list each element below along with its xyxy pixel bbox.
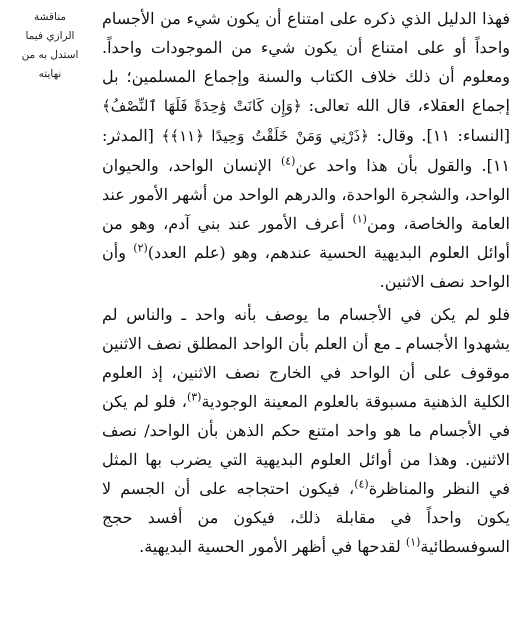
text-run: فلو لم يكن في الأجسام ما يوصف بأنه واحد ـ والناس لم يشهدوا الأجسام ـ مع أن العلم بأن الواحد المطلق نصف الاثنين موقوف على أن الواحد في الخارج نصف الاثنين، إذ العلوم الكلية الذهنية مسبوقة بالعلوم المعينة الوجودية bbox=[102, 305, 511, 411]
footnote-ref[interactable]: (١) bbox=[405, 535, 421, 549]
text-run: [النساء: ١١]. وقال: bbox=[368, 126, 511, 145]
main-text bbox=[102, 4, 510, 561]
text-run: فهذا الدليل الذي ذكره على امتناع أن يكون شيء من الأجسام واحداً أو على امتناع أن يكون شيء من الموجودات واحداً. ومعلوم أن ذلك خلاف الكتاب والسنة وإجماع المسلمين؛ بل إجماع العقلاء، قال الله تعالى: bbox=[102, 9, 511, 115]
margin-note bbox=[4, 8, 96, 84]
footnote-ref[interactable]: (٤) bbox=[280, 154, 296, 168]
quran-verse: ﴿ذَرْنِي وَمَنْ خَلَقْتُ وَحِيدًا ﴿١١﴾﴾ bbox=[161, 127, 369, 145]
paragraph-1 bbox=[102, 4, 510, 296]
footnote-ref[interactable]: (٤) bbox=[354, 477, 369, 491]
paragraph-2 bbox=[102, 300, 510, 561]
footnote-ref[interactable]: (٣) bbox=[186, 390, 202, 404]
text-run: [المدثر: ١١]. والقول بأن هذا واحد عن bbox=[102, 126, 510, 175]
quran-verse: ﴿وَإِن كَانَتْ وَٰحِدَةً فَلَهَا ٱلنِّصْفُ﴾ bbox=[102, 97, 302, 115]
text-run: لقدحها في أظهر الأمور الحسية البديهية. bbox=[139, 537, 406, 556]
text-run: وأن الواحد نصف الاثنين. bbox=[102, 243, 510, 291]
text-run: الإنسان الواحد، والحيوان الواحد، والشجرة الواحدة، والدرهم الواحد من أشهر الأمور عند العامة والخاصة، ومن bbox=[102, 156, 510, 233]
text-run: ، فيكون احتجاجه على أن الجسم لا يكون واحداً في مقابلة ذلك، فيكون من أفسد حجج السوفسطائية bbox=[102, 479, 510, 556]
footnote-ref[interactable]: (١) bbox=[352, 212, 367, 226]
margin-note-line: مناقشة bbox=[33, 11, 66, 23]
margin-note-line: الرازي فيما bbox=[25, 30, 75, 42]
text-run: أعرف الأمور عند بني آدم، وهو من أوائل العلوم البديهية الحسية عندهم، وهو (علم العدد) bbox=[102, 214, 510, 262]
margin-note-line: استدل به من bbox=[21, 49, 79, 61]
footnote-ref[interactable]: (٢) bbox=[133, 241, 148, 255]
margin-note-line: نهايته bbox=[38, 68, 62, 80]
text-run: ، فلو لم يكن في الأجسام ما هو واحد امتنع حكم الذهن بأن الواحد/ نصف الاثنين. وهذا من أوائل العلوم البديهية التي يضرب بها المثل في النظر والمناظرة bbox=[102, 392, 510, 498]
